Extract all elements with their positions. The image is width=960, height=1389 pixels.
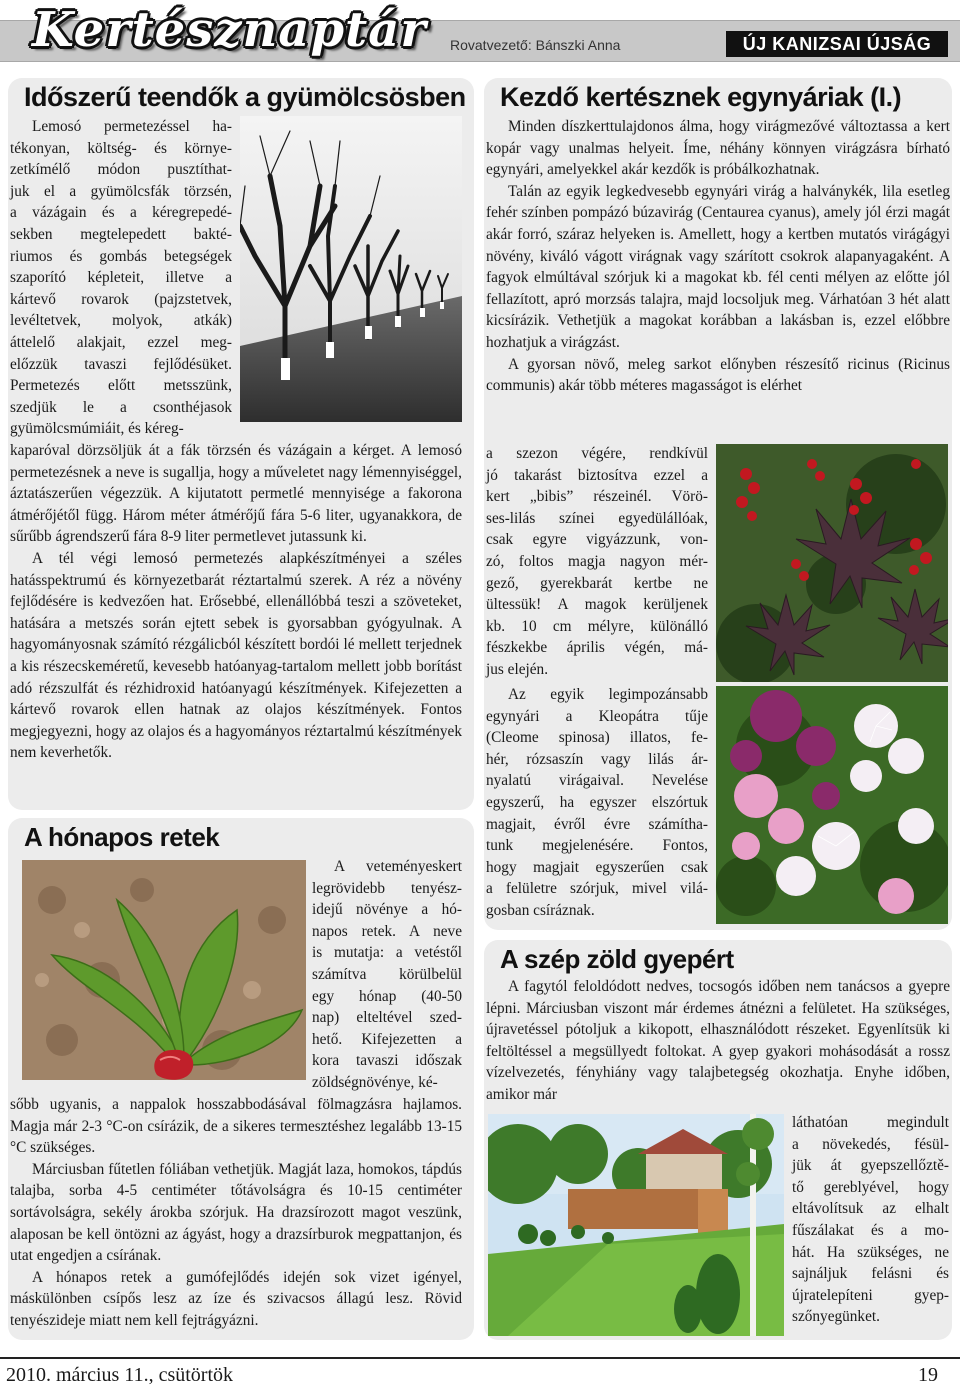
text-line: láthatóan megindult xyxy=(792,1114,949,1131)
text-line: gyümölcsmúmiáit, és kéreg- xyxy=(10,420,184,438)
text-line: nyalatú virágaival. Nevelése xyxy=(486,772,708,790)
radish-heading: A hónapos retek xyxy=(24,822,220,852)
text-line: tékonyan, költség- és környe- xyxy=(10,139,232,157)
ricinus-wrap-text xyxy=(486,443,708,681)
text-line: jük át gyepszellőztě- xyxy=(792,1157,949,1175)
text-line: tunk megjelenésére. Fontos, xyxy=(486,837,708,855)
text-line: sekben megtelepedett bakté- xyxy=(10,225,232,243)
text-line: Lemosó permetezéssel ha- xyxy=(32,118,232,135)
text-line: A veteményeskert xyxy=(334,858,462,875)
radish-paragraph-3: A hónapos retek a gumófejlődés idején sok vizet igényel, máskülönben csípős lesz az íze és szivacsos állagú lesz. Rövid tenyészideje miatt nem kell fejtrágyázni. xyxy=(10,1268,462,1329)
annuals-paragraph-1: Minden díszkerttulajdonos álma, hogy virágmezővé változtassa a kert kopár vagy unalmas helyeit. Íme, néhány könnyen virágzásra bírható egynyári, amelyekkel akár kezdők is próbálkozhatnak. xyxy=(486,118,950,179)
text-line: zetkímélő módon pusztíthat- xyxy=(10,161,232,179)
lawn-paragraph-1: A fagytól feloldódott nedves, tocsogós időben nem tanácsos a gyepre lépni. Márciusban viszont már érdemes átnézni a felületet. Ha szükséges, újravetéssel pótoljuk a kikopott, elhasználódott részeket. Egyenlítsük ki feltöltéssel a megsüllyedt foltokat. A gyep gyakori mohásodását a rossz vízelvezetés, fényhiány vagy talajbetegség okozhatja. Enyhe időben, amikor már xyxy=(486,978,950,1103)
text-line: kártevő rovarok (pajzstetvek, xyxy=(10,290,232,308)
text-line: a felületre szórjuk, mivel vilá- xyxy=(486,880,708,898)
radish-photo xyxy=(22,860,306,1080)
text-line: szedjük le a csonthéjasok xyxy=(10,398,232,416)
column-editor: Rovatvezető: Bánszki Anna xyxy=(450,37,621,53)
radish-body xyxy=(10,1094,462,1332)
text-line: a vázágain és a kéregrepedé- xyxy=(10,204,232,222)
fruit-body xyxy=(10,440,462,764)
text-line: hető. Kifejezetten a xyxy=(312,1030,462,1048)
text-line: magjait, évről évre számítha- xyxy=(486,815,708,833)
text-line: ültessük! A magok kerüljenek xyxy=(486,596,708,614)
text-line: tő gereblyével, hogy xyxy=(792,1178,949,1196)
text-line: legrövidebb tenyész- xyxy=(312,879,462,897)
issue-date: 2010. március 11., csütörtök xyxy=(6,1364,234,1386)
text-line: fészkekbe április végén, má- xyxy=(486,639,708,657)
radish-paragraph-2: Márciusban fűtetlen fóliában vethetjük. Magját laza, homokos, tápdús talajba, sorba 4-5 centiméter tőtávolságra és 10-15 centiméter sortávolságra, sekély árokba szórjuk. Ha drazsírozott magot veszünk, alaposan be kell öntözni az ágyást, hogy a drazsírburok megpattanjon, és utat engedjen a csírának. xyxy=(10,1160,462,1265)
text-line: napos retek. A neve xyxy=(312,922,462,940)
text-line: egyszerű, ha egyszer elszórtuk xyxy=(486,793,708,811)
text-line: juk el a gyümölcsfák törzsén, xyxy=(10,182,232,200)
text-line: előzzük tavaszi fejlődésüket. xyxy=(10,355,232,373)
text-line: zó, foltos magja nagyon mér- xyxy=(486,552,708,570)
text-line: szőnyegünket. xyxy=(792,1308,880,1326)
newspaper-name: ÚJ KANIZSAI ÚJSÁG xyxy=(726,31,948,57)
text-line: eltávolítsuk az elhalt xyxy=(792,1200,949,1218)
text-line: számítva körülbelül xyxy=(312,965,462,983)
text-line: fűszálakat és a mo- xyxy=(792,1221,949,1239)
text-line: ses-lilás színei egyedülállóak, xyxy=(486,509,708,527)
annuals-body xyxy=(486,116,950,397)
lawn-body xyxy=(486,976,950,1106)
column-title: Kertésznaptár xyxy=(32,2,427,58)
text-line: riumos és gombás betegségek xyxy=(10,247,232,265)
text-line: gező, gyerekbarát kertbe ne xyxy=(486,574,708,592)
text-line: a szezon végére, rendkívül xyxy=(486,445,708,462)
text-line: Permetezés előtt metsszünk, xyxy=(10,377,232,395)
fruit-heading: Időszerű teendők a gyümölcsösben xyxy=(24,82,466,112)
fruit-paragraph-2: A tél végi lemosó permetezés alapkészítményei a széles hatásspektrumú és környezetbarát réztartalmú szerek. A réz a növény fejlődésére is kedvezően hat. Erősebbé, ellenállóbbá teszi a szöveteket, hatására a metszés során ejtett sebek is gyorsabban gyógyulnak. A hagyományosnak számító rézgálicból készített bordói lé mellett terjednek a kis részecskeméretű, kevesebb hatóanyag-tartalom mellett jobb borítást adó rézszulfát és rézhidroxid hatóanyagú készítmények. Kifejezetten a kártevő rovarok ellen hatnak az olajos készítmények. Fontos megjegyezni, hogy az olajos és a hagyományos réztartalmú készítmények nem keverhetők. xyxy=(10,549,462,762)
text-line: áttelelő alakjait, ezzel meg- xyxy=(10,333,232,351)
text-line: levéltetvek, molyok, atkák) xyxy=(10,312,232,330)
text-line: hér, rózsaszín vagy lilás ár- xyxy=(486,750,708,768)
text-line: egynyári a Kleopátra tűje xyxy=(486,707,708,725)
text-line: nap) elteltével szed- xyxy=(312,1009,462,1027)
page-number: 19 xyxy=(918,1364,938,1386)
annuals-heading: Kezdő kertésznek egynyáriak (I.) xyxy=(500,82,902,112)
text-line: jus elején. xyxy=(486,660,549,678)
text-line: zöldségnövénye, ké- xyxy=(312,1073,438,1091)
text-line: idejű növénye a hó- xyxy=(312,901,462,919)
text-line: is mutatja: a vetéstől xyxy=(312,944,462,962)
orchard-photo xyxy=(240,116,462,422)
lawn-wrap-text xyxy=(792,1112,949,1328)
text-line: hogy magjait egyszerűen csak xyxy=(486,858,708,876)
ricinus-photo xyxy=(716,444,948,682)
annuals-paragraph-3: A gyorsan növő, meleg sarkot előnyben részesítő ricinus (Ricinus communis) akár több méteres magasságot is elérhet xyxy=(486,355,950,395)
text-line: csak egyre vigyázzunk, von- xyxy=(486,531,708,549)
text-line: egy hónap (40-50 xyxy=(312,987,462,1005)
text-line: szaporító képleteit, illetve a xyxy=(10,269,232,287)
text-line: gosban csíráznak. xyxy=(486,901,595,919)
text-line: kora tavaszi időszak xyxy=(312,1052,462,1070)
radish-paragraph-1: sőbb ugyanis, a nappalok hosszabbodásával fölmagzásra hajlamos. Magja már 2-3 °C-on csírázik, de a sikeres termesztéshez legalább 13-15 °C szükséges. xyxy=(10,1096,462,1157)
cleome-wrap-text xyxy=(486,684,708,922)
fruit-paragraph-1: kaparóval dörzsöljük át a fák törzsén és vázágain a kérget. A lemosó permetezésnek a neve is sugallja, hogy a műveletet nagy lémennyiséggel, áztatászerűen végezzük. A kijutatott permetlé mennyisége a fakorona átmérőjétől függ. Három méter átmérőjű fára 5-6 liter, ugyanakkora, de sűrűbb ágrendszerű fára 8-9 liter permetlevet jutassunk ki. xyxy=(10,442,462,546)
text-line: (Cleome spinosa) illatos, fe- xyxy=(486,729,708,747)
fruit-wrap-text xyxy=(10,116,232,440)
annuals-paragraph-2: Talán az egyik legkedvesebb egynyári virág a halványkék, lila esetleg fehér színben pompázó búzavirág (Centaurea cyanus), amely jól érzi magát akár forró, száraz helyeken is. Amellett, hogy a kertben mutatós virágágyi növény, kiváló vágott virágnak vagy szárított csokrok alapanyagaként. A fagyok elmúltával szórjuk ki a magokat kb. fél centi mélyen az előtte jól fellazított, apró morzsás talajra, majd locsoljuk meg. Várhatóan 3 hét alatt kicsírázik. Vethetjük a magokat korábban a lakásban is, ezzel előbbre hozhatjuk a virágzást. xyxy=(486,182,950,351)
lawn-photo xyxy=(488,1114,784,1336)
text-line: a növekedés, fésül- xyxy=(792,1135,949,1153)
lawn-heading: A szép zöld gyepért xyxy=(500,944,734,974)
text-line: kb. 10 cm mélyre, különálló xyxy=(486,617,708,635)
text-line: sajnáljuk felásni és xyxy=(792,1265,949,1283)
cleome-photo xyxy=(716,686,948,924)
text-line: hát. Ha szükséges, ne xyxy=(792,1243,949,1261)
radish-wrap-text xyxy=(312,856,462,1094)
text-line: Az egyik legimpozánsabb xyxy=(508,686,708,703)
text-line: újratelepíteni gyep- xyxy=(792,1286,949,1304)
text-line: jó takarást biztosítva ezzel a xyxy=(486,466,708,484)
text-line: kert „bibis” részeinél. Vörö- xyxy=(486,488,708,506)
